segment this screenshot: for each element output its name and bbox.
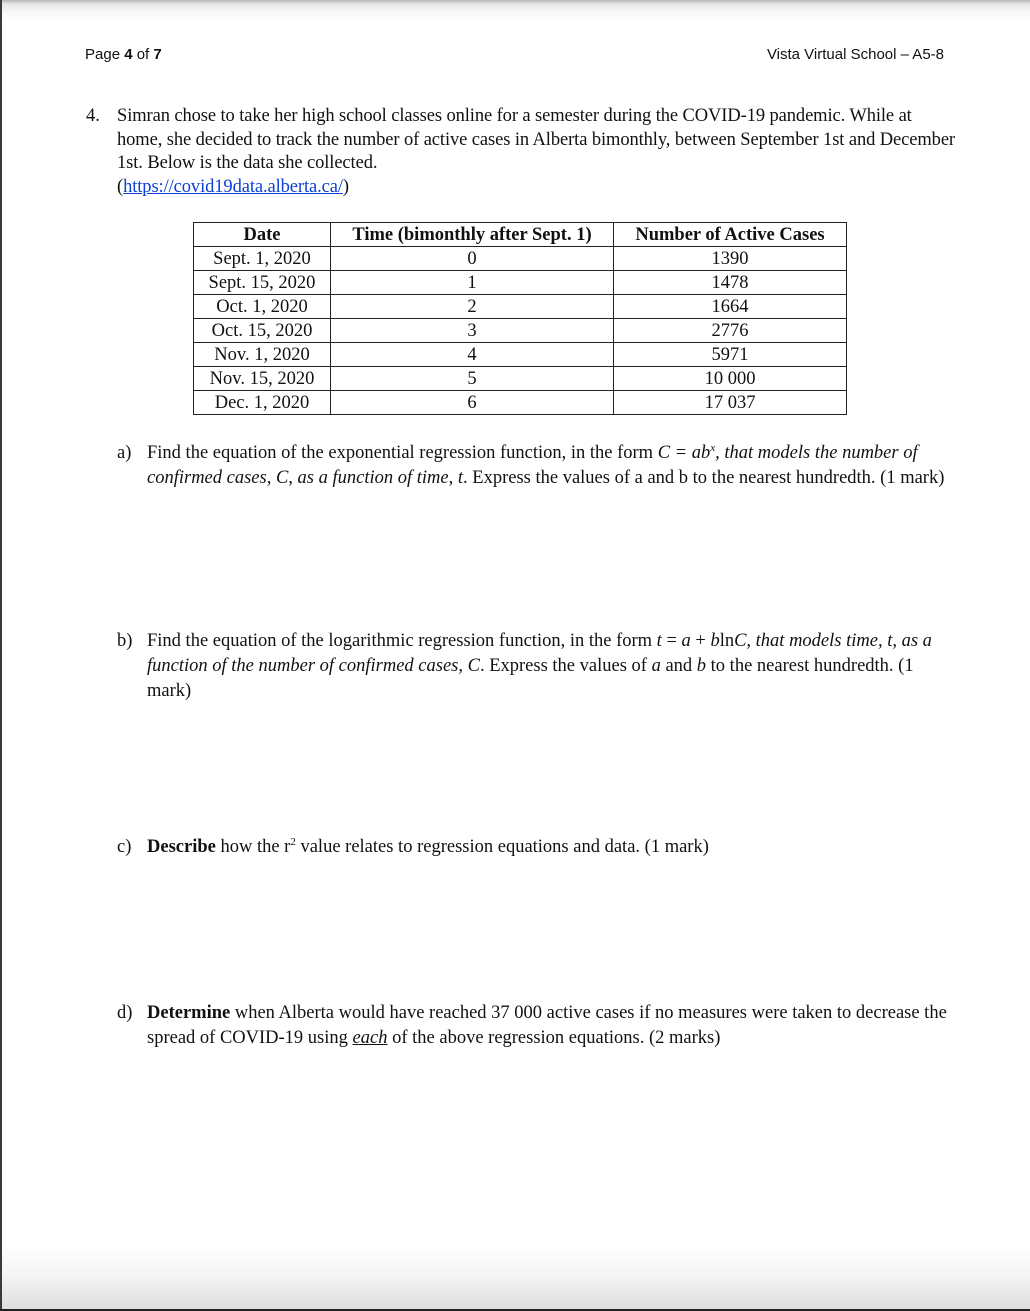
page-top-shadow <box>2 0 1030 22</box>
table-row <box>194 367 847 391</box>
table-row <box>194 391 847 415</box>
cell-cases: 10 000 <box>614 367 847 391</box>
cell-cases: 1478 <box>614 271 847 295</box>
part-d <box>117 1001 957 1051</box>
cell-time: 6 <box>331 391 614 415</box>
part-d-label: d) <box>117 1003 133 1023</box>
cell-date: Oct. 15, 2020 <box>194 319 331 343</box>
table-row <box>194 295 847 319</box>
part-d-text: Determine when Alberta would have reached 37 000 active cases if no measures were taken to decrease the spread of COVID-19 using each of the above regression equations. (2 marks) <box>147 1003 947 1048</box>
page-header <box>85 46 944 68</box>
cell-date: Nov. 15, 2020 <box>194 367 331 391</box>
cell-date: Oct. 1, 2020 <box>194 295 331 319</box>
part-b-label: b) <box>117 631 133 651</box>
column-header-cases: Number of Active Cases <box>614 223 847 247</box>
question-intro: Simran chose to take her high school classes online for a semester during the COVID-19 pandemic. While at home, she decided to track the number of active cases in Alberta bimonthly, between September 1st and December 1st. Below is the data she collected. (https://covid19data.alberta.ca/) <box>117 106 955 197</box>
cell-time: 2 <box>331 295 614 319</box>
cell-cases: 5971 <box>614 343 847 367</box>
column-header-date: Date <box>194 223 331 247</box>
part-a <box>117 441 957 491</box>
cell-cases: 1390 <box>614 247 847 271</box>
table-row <box>194 319 847 343</box>
part-c-text: Describe how the $r^2$ value relates to regression equations and data. (1 mark) <box>147 835 709 857</box>
part-c <box>117 835 957 860</box>
active-cases-table <box>193 222 847 415</box>
part-b <box>117 629 957 704</box>
page-bottom-shadow <box>2 1244 1030 1309</box>
column-header-time: Time (bimonthly after Sept. 1) <box>331 223 614 247</box>
cell-time: 0 <box>331 247 614 271</box>
part-b-text: Find the equation of the logarithmic regression function, in the form t = a + blnC, that models time, t, as a function of the number of confirmed cases, C. Express the values of a and b to the nearest hundredth. (1 mark) <box>147 631 932 701</box>
cell-time: 3 <box>331 319 614 343</box>
table-row <box>194 271 847 295</box>
page-number: Page 4 of 7 <box>85 46 162 63</box>
cell-cases: 2776 <box>614 319 847 343</box>
cell-time: 4 <box>331 343 614 367</box>
cell-time: 5 <box>331 367 614 391</box>
question-number: 4. <box>86 106 100 126</box>
cell-date: Sept. 15, 2020 <box>194 271 331 295</box>
table-row <box>194 247 847 271</box>
table-header-row <box>194 223 847 247</box>
cell-date: Sept. 1, 2020 <box>194 247 331 271</box>
cell-date: Dec. 1, 2020 <box>194 391 331 415</box>
cell-time: 1 <box>331 271 614 295</box>
source-link[interactable]: https://covid19data.alberta.ca/ <box>123 176 343 197</box>
part-a-text: Find the equation of the exponential regression function, in the form $C = ab^x$, that models the number of confirmed cases, C, as a function of time, t. Express the values of a and b to the nearest hundredth. (1 mark) <box>147 441 945 488</box>
cell-cases: 17 037 <box>614 391 847 415</box>
cell-date: Nov. 1, 2020 <box>194 343 331 367</box>
part-c-label: c) <box>117 837 132 857</box>
school-course-label: Vista Virtual School – A5-8 <box>766 46 944 63</box>
window-left-border <box>0 0 2 1311</box>
part-a-label: a) <box>117 443 132 463</box>
cell-cases: 1664 <box>614 295 847 319</box>
table-row <box>194 343 847 367</box>
